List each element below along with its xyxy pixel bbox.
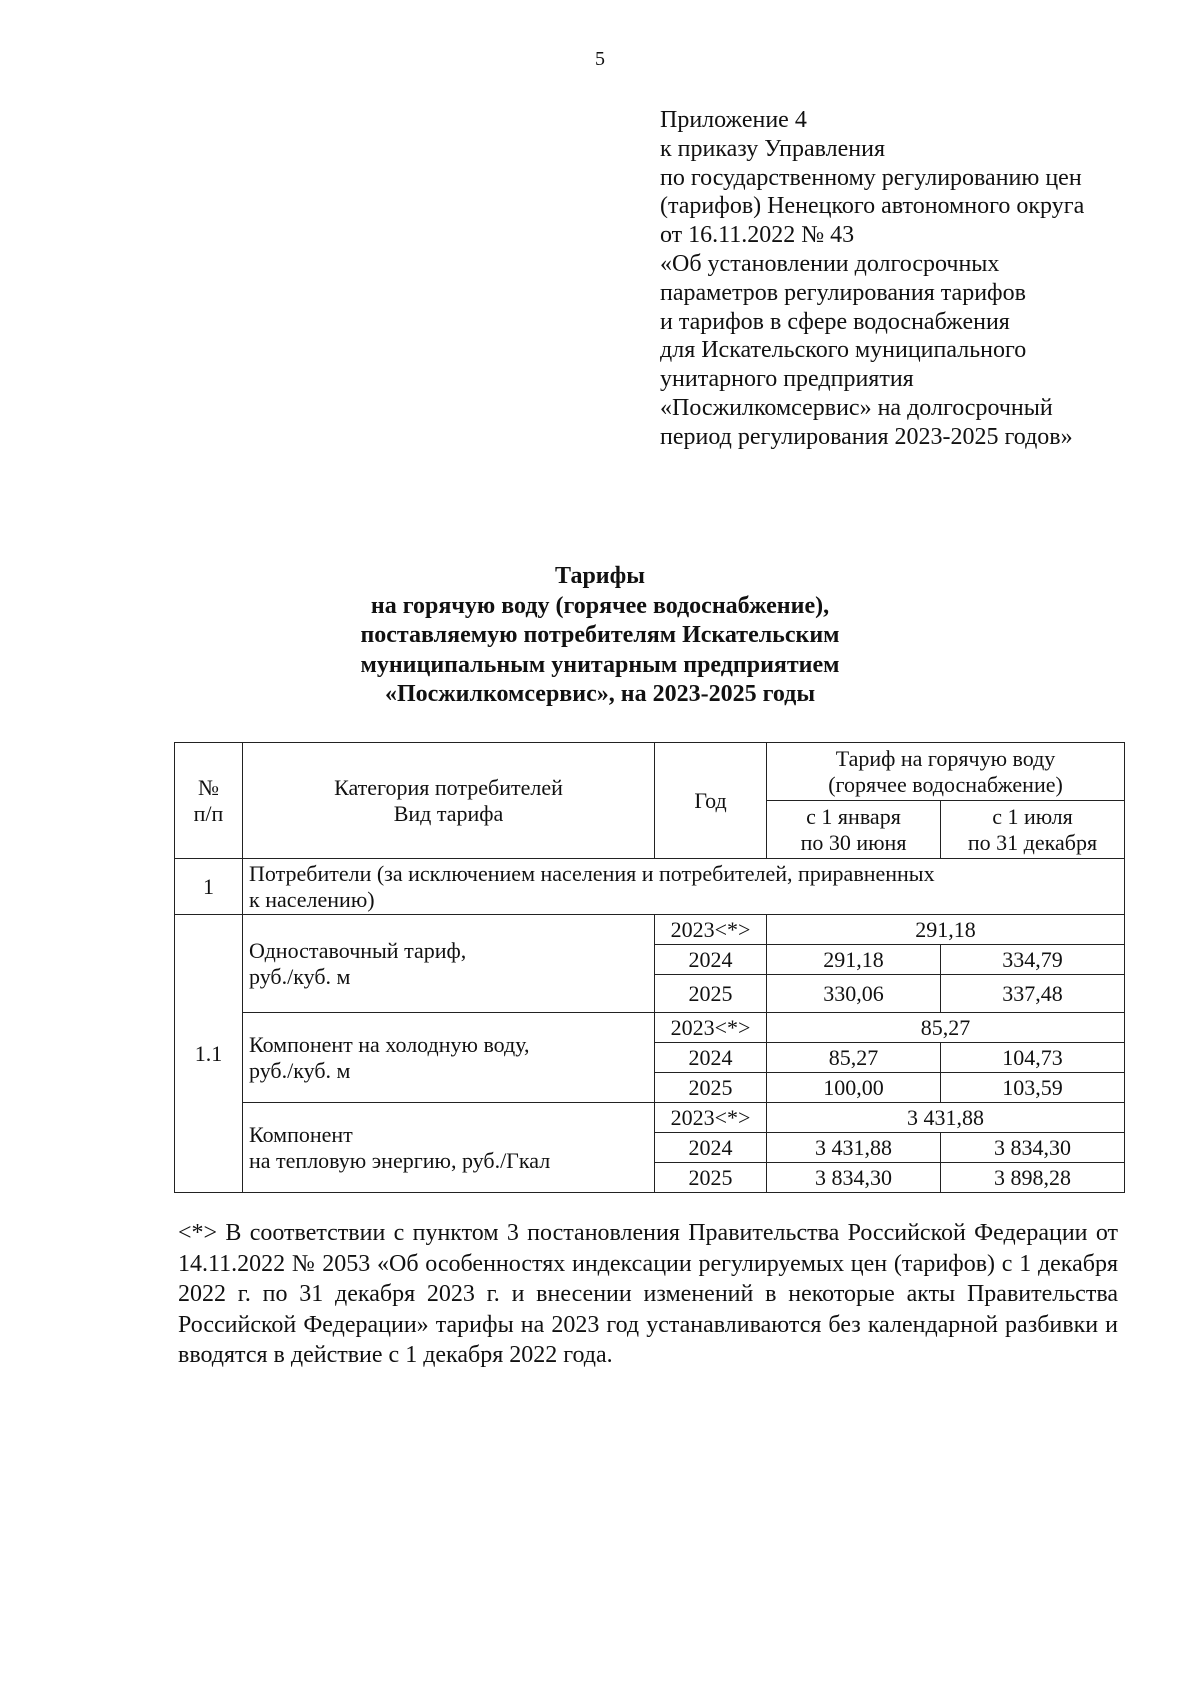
table-header-row [175,743,1125,801]
table-row [175,1013,1125,1043]
tariff-name: Одноставочный тариф, руб./куб. м [243,915,655,1013]
header-num: № п/п [175,743,243,859]
value-cell: 291,18 [767,915,1125,945]
year-cell: 2025 [655,1073,767,1103]
appendix-line: и тарифов в сфере водоснабжения [660,308,1010,335]
value-cell: 3 898,28 [941,1163,1125,1193]
header-category: Категория потребителей Вид тарифа [243,743,655,859]
tariff-name: Компонент на холодную воду, руб./куб. м [243,1013,655,1103]
table-row [175,915,1125,945]
value-cell: 291,18 [767,945,941,975]
year-cell: 2023<*> [655,915,767,945]
appendix-line: «Посжилкомсервис» на долгосрочный [660,394,1053,421]
table-row [175,1103,1125,1133]
appendix-line: унитарного предприятия [660,366,914,393]
appendix-line: для Искательского муниципального [660,337,1027,364]
value-cell: 85,27 [767,1043,941,1073]
year-cell: 2024 [655,1133,767,1163]
value-cell: 330,06 [767,975,941,1013]
appendix-line: Приложение 4 [660,107,807,133]
document-title [0,562,1200,710]
year-cell: 2023<*> [655,1103,767,1133]
appendix-line: период регулирования 2023-2025 годов» [660,423,1073,450]
footnote: <*> В соответствии с пунктом 3 постановления Правительства Российской Федерации от 14.11.2022 № 2053 «Об особенностях индексации регулируемых цен (тарифов) с 1 декабря 2022 г. по 31 декабря 2023 г. и внесении изменений в некоторые акты Правительства Российской Федерации» тарифы на 2023 год устанавливаются без календарной разбивки и вводятся в действие с 1 декабря 2022 года. [178,1220,1118,1368]
value-cell: 3 431,88 [767,1103,1125,1133]
value-cell: 85,27 [767,1013,1125,1043]
year-cell: 2024 [655,945,767,975]
header-period-1: с 1 января по 30 июня [767,801,941,859]
value-cell: 337,48 [941,975,1125,1013]
tariff-table [174,742,1125,1193]
year-cell: 2023<*> [655,1013,767,1043]
value-cell: 3 834,30 [767,1163,941,1193]
page-number: 5 [595,48,605,70]
subsection-num: 1.1 [175,915,243,1193]
section-row [175,859,1125,915]
header-year: Год [655,743,767,859]
appendix-line: по государственному регулированию цен [660,164,1082,191]
tariff-name: Компонент на тепловую энергию, руб./Гкал [243,1103,655,1193]
year-cell: 2025 [655,975,767,1013]
appendix-line: к приказу Управления [660,135,886,162]
title-line: муниципальным унитарным предприятием [360,651,840,678]
value-cell: 103,59 [941,1073,1125,1103]
value-cell: 334,79 [941,945,1125,975]
year-cell: 2024 [655,1043,767,1073]
appendix-line: «Об установлении долгосрочных [660,250,1000,277]
value-cell: 100,00 [767,1073,941,1103]
value-cell: 3 834,30 [941,1133,1125,1163]
appendix-block [660,106,1180,452]
value-cell: 3 431,88 [767,1133,941,1163]
title-line: на горячую воду (горячее водоснабжение), [370,592,830,619]
year-cell: 2025 [655,1163,767,1193]
appendix-line: параметров регулирования тарифов [660,279,1026,306]
value-cell: 104,73 [941,1043,1125,1073]
title-line: «Посжилкомсервис», на 2023-2025 годы [384,681,816,707]
title-line: Тарифы [555,563,645,589]
header-tariff: Тариф на горячую воду (горячее водоснабжение) [767,743,1125,801]
appendix-line: от 16.11.2022 № 43 [660,222,855,249]
appendix-line: (тарифов) Ненецкого автономного округа [660,193,1085,220]
section-text: Потребители (за исключением населения и потребителей, приравненных к населению) [243,859,1125,915]
title-line: поставляемую потребителям Искательским [360,622,840,648]
header-period-2: с 1 июля по 31 декабря [941,801,1125,859]
section-num: 1 [175,859,243,915]
